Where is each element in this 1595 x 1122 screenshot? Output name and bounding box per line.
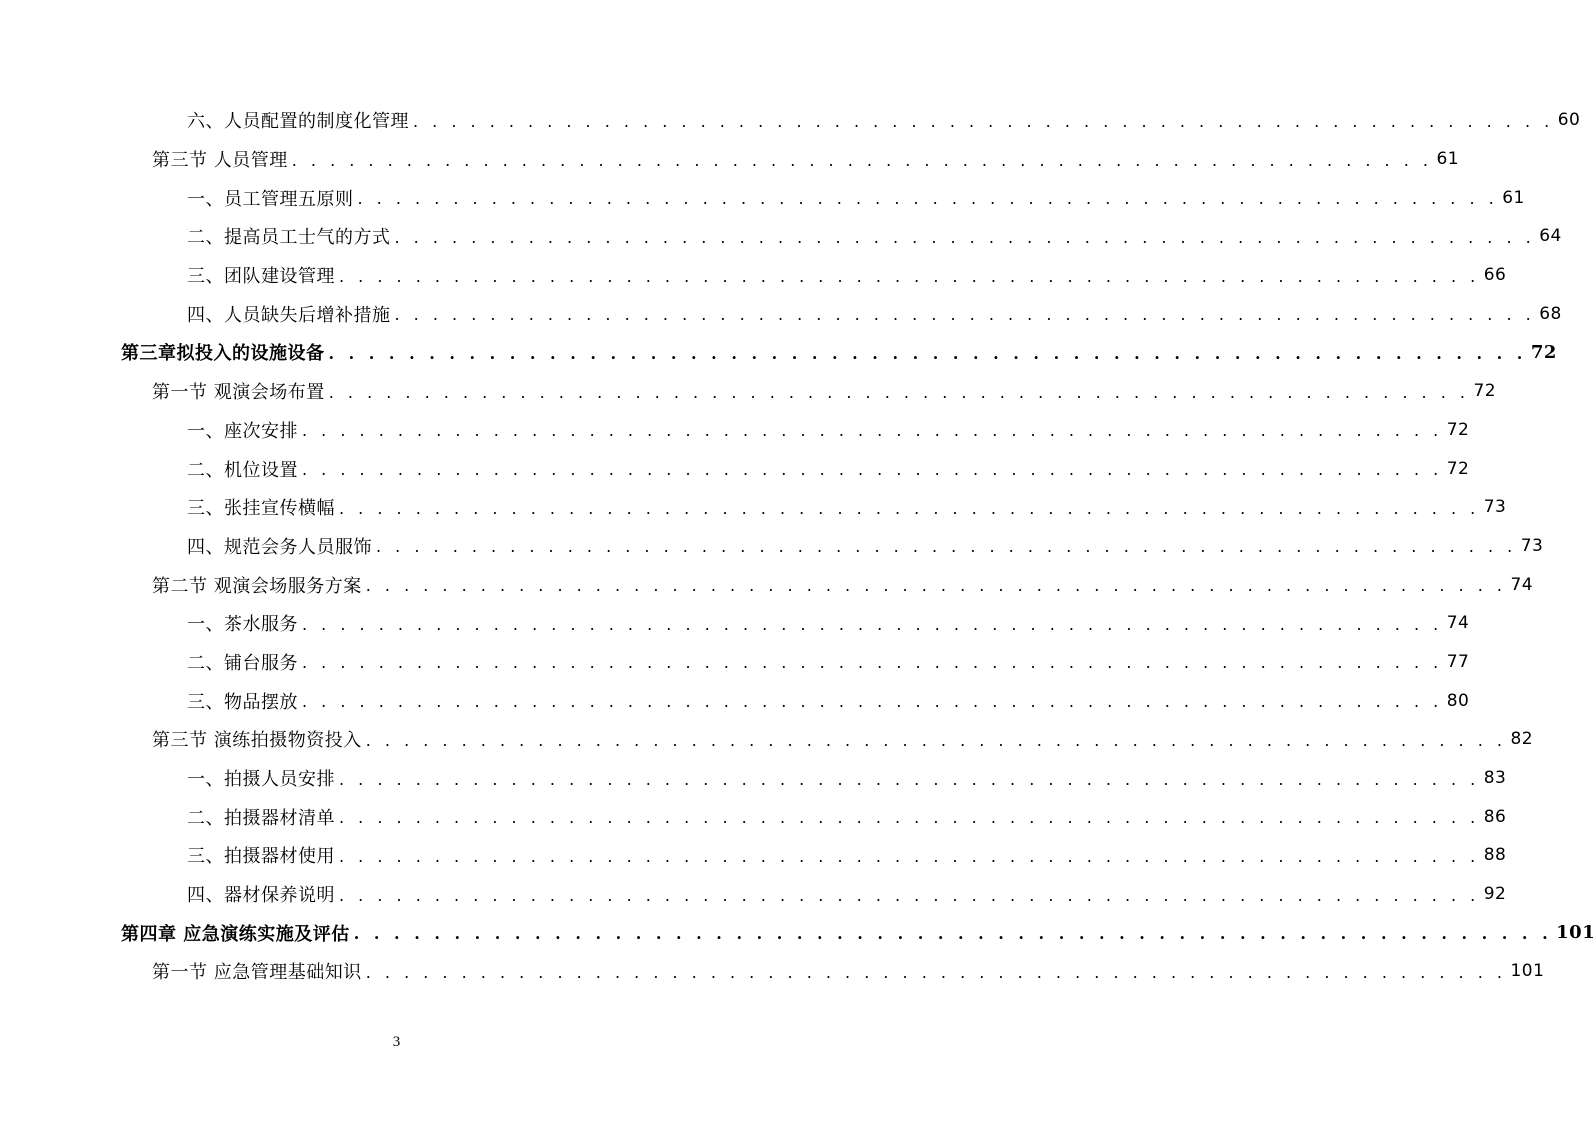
toc-entry-page-number: 72	[1446, 419, 1470, 440]
toc-dot-leader: . . . . . . . . . . . . . . . . . . . . . . . . . . . . . . . . . . . . . . . . . . . . . . . . . . . . . . . . . . . .	[339, 885, 1480, 905]
toc-entry-title: 第一节 观演会场布置	[152, 382, 325, 404]
toc-dot-leader: . . . . . . . . . . . . . . . . . . . . . . . . . . . . . . . . . . . . . . . . . . . . . . . . . . . . . . . . . . . .	[365, 576, 1507, 596]
toc-subsection-entry[interactable]	[187, 256, 1507, 295]
toc-dot-leader: . . . . . . . . . . . . . . . . . . . . . . . . . . . . . . . . . . . . . . . . . . . . . . . . . . . . . . . . . . . .	[376, 537, 1517, 557]
toc-dot-leader: . . . . . . . . . . . . . . . . . . . . . . . . . . . . . . . . . . . . . . . . . . . . . . . . . . . . . . . . . . . .	[365, 962, 1507, 982]
toc-subsection-entry[interactable]	[187, 101, 1581, 140]
table-of-contents	[0, 101, 1595, 991]
toc-entry-title: 第三节 演练拍摄物资投入	[152, 730, 362, 752]
toc-subsection-entry[interactable]	[187, 681, 1470, 720]
toc-entry-page-number: 83	[1483, 768, 1507, 789]
toc-chapter-entry[interactable]	[121, 333, 1557, 372]
toc-entry-title: 四、器材保养说明	[187, 885, 335, 907]
toc-dot-leader: . . . . . . . . . . . . . . . . . . . . . . . . . . . . . . . . . . . . . . . . . . . . . . . . . . . . . . . . . . . .	[365, 730, 1507, 750]
toc-entry-page-number: 77	[1446, 651, 1470, 672]
toc-subsection-entry[interactable]	[187, 217, 1562, 256]
toc-dot-leader: . . . . . . . . . . . . . . . . . . . . . . . . . . . . . . . . . . . . . . . . . . . . . . . . . . . . . . . . . . . .	[302, 614, 1443, 634]
toc-dot-leader: . . . . . . . . . . . . . . . . . . . . . . . . . . . . . . . . . . . . . . . . . . . . . . . . . . . . . . . . . . . .	[353, 924, 1553, 944]
toc-entry-page-number: 64	[1539, 226, 1562, 247]
toc-entry-title: 三、团队建设管理	[187, 266, 335, 288]
toc-entry-page-number: 72	[1473, 381, 1497, 402]
toc-dot-leader: . . . . . . . . . . . . . . . . . . . . . . . . . . . . . . . . . . . . . . . . . . . . . . . . . . . . . . . . . . . .	[339, 498, 1480, 518]
toc-entry-page-number: 101	[1556, 922, 1595, 944]
toc-subsection-entry[interactable]	[187, 449, 1470, 488]
toc-dot-leader: . . . . . . . . . . . . . . . . . . . . . . . . . . . . . . . . . . . . . . . . . . . . . . . . . . . . . . . . . . . .	[394, 305, 1536, 325]
toc-dot-leader: . . . . . . . . . . . . . . . . . . . . . . . . . . . . . . . . . . . . . . . . . . . . . . . . . . . . . . . . . . . .	[302, 653, 1443, 673]
toc-subsection-entry[interactable]	[187, 178, 1525, 217]
toc-dot-leader: . . . . . . . . . . . . . . . . . . . . . . . . . . . . . . . . . . . . . . . . . . . . . . . . . . . . . . . . . . . .	[302, 460, 1443, 480]
toc-dot-leader: . . . . . . . . . . . . . . . . . . . . . . . . . . . . . . . . . . . . . . . . . . . . . . . . . . . . . . . . . . . .	[394, 227, 1536, 247]
toc-entry-title: 第二节 观演会场服务方案	[152, 575, 362, 597]
toc-entry-title: 第四章 应急演练实施及评估	[121, 923, 350, 945]
toc-subsection-entry[interactable]	[187, 527, 1544, 566]
toc-subsection-entry[interactable]	[187, 836, 1507, 875]
toc-entry-page-number: 61	[1502, 187, 1525, 208]
toc-entry-page-number: 73	[1483, 497, 1507, 518]
toc-dot-leader: . . . . . . . . . . . . . . . . . . . . . . . . . . . . . . . . . . . . . . . . . . . . . . . . . . . . . . . . . . . .	[357, 189, 1499, 209]
toc-entry-title: 第三章拟投入的设施设备	[121, 343, 325, 365]
toc-entry-page-number: 74	[1446, 613, 1470, 634]
toc-entry-title: 一、员工管理五原则	[187, 188, 354, 210]
toc-subsection-entry[interactable]	[187, 411, 1470, 450]
toc-chapter-entry[interactable]	[121, 913, 1595, 952]
toc-entry-title: 四、规范会务人员服饰	[187, 536, 372, 558]
toc-dot-leader: . . . . . . . . . . . . . . . . . . . . . . . . . . . . . . . . . . . . . . . . . . . . . . . . . . . . . . . . . . . .	[339, 846, 1480, 866]
toc-entry-page-number: 74	[1510, 574, 1534, 595]
toc-section-entry[interactable]	[152, 720, 1534, 759]
toc-entry-title: 四、人员缺失后增补措施	[187, 304, 391, 326]
toc-entry-page-number: 73	[1520, 535, 1544, 556]
toc-dot-leader: . . . . . . . . . . . . . . . . . . . . . . . . . . . . . . . . . . . . . . . . . . . . . . . . . . . . . . . . . . . .	[413, 111, 1554, 131]
toc-dot-leader: . . . . . . . . . . . . . . . . . . . . . . . . . . . . . . . . . . . . . . . . . . . . . . . . . . . . . . . . . . . .	[328, 382, 1470, 402]
toc-dot-leader: . . . . . . . . . . . . . . . . . . . . . . . . . . . . . . . . . . . . . . . . . . . . . . . . . . . . . . . . . . . .	[339, 769, 1480, 789]
toc-entry-title: 一、座次安排	[187, 420, 298, 442]
toc-subsection-entry[interactable]	[187, 797, 1507, 836]
toc-entry-page-number: 66	[1483, 265, 1507, 286]
toc-entry-title: 二、铺台服务	[187, 652, 298, 674]
toc-entry-page-number: 101	[1510, 961, 1545, 982]
toc-entry-title: 一、拍摄人员安排	[187, 769, 335, 791]
toc-entry-page-number: 61	[1436, 149, 1460, 170]
toc-section-entry[interactable]	[152, 952, 1545, 991]
toc-subsection-entry[interactable]	[187, 759, 1507, 798]
toc-dot-leader: . . . . . . . . . . . . . . . . . . . . . . . . . . . . . . . . . . . . . . . . . . . . . . . . . . . . . . . . . . . .	[328, 343, 1527, 363]
toc-subsection-entry[interactable]	[187, 294, 1562, 333]
toc-section-entry[interactable]	[152, 565, 1534, 604]
toc-entry-title: 三、拍摄器材使用	[187, 846, 335, 868]
toc-entry-page-number: 86	[1483, 806, 1507, 827]
footer-page-number: 3	[392, 1034, 401, 1050]
toc-entry-page-number: 80	[1446, 690, 1470, 711]
toc-entry-page-number: 72	[1446, 458, 1470, 479]
toc-subsection-entry[interactable]	[187, 875, 1507, 914]
toc-dot-leader: . . . . . . . . . . . . . . . . . . . . . . . . . . . . . . . . . . . . . . . . . . . . . . . . . . . . . . . . . . . .	[302, 692, 1443, 712]
toc-entry-page-number: 92	[1483, 884, 1507, 905]
toc-entry-title: 三、张挂宣传横幅	[187, 498, 335, 520]
toc-subsection-entry[interactable]	[187, 643, 1470, 682]
toc-dot-leader: . . . . . . . . . . . . . . . . . . . . . . . . . . . . . . . . . . . . . . . . . . . . . . . . . . . . . . . . . . . .	[339, 808, 1480, 828]
toc-subsection-entry[interactable]	[187, 488, 1507, 527]
toc-dot-leader: . . . . . . . . . . . . . . . . . . . . . . . . . . . . . . . . . . . . . . . . . . . . . . . . . . . . . . . . . . . .	[302, 421, 1443, 441]
toc-entry-title: 一、茶水服务	[187, 614, 298, 636]
toc-entry-title: 二、拍摄器材清单	[187, 807, 335, 829]
toc-entry-title: 三、物品摆放	[187, 691, 298, 713]
toc-subsection-entry[interactable]	[187, 604, 1470, 643]
toc-entry-title: 第三节 人员管理	[152, 150, 288, 172]
toc-entry-title: 第一节 应急管理基础知识	[152, 962, 362, 984]
toc-entry-page-number: 60	[1557, 110, 1581, 131]
toc-dot-leader: . . . . . . . . . . . . . . . . . . . . . . . . . . . . . . . . . . . . . . . . . . . . . . . . . . . . . . . . . . . .	[291, 150, 1433, 170]
toc-entry-title: 六、人员配置的制度化管理	[187, 111, 409, 133]
toc-entry-page-number: 68	[1539, 303, 1562, 324]
toc-entry-title: 二、提高员工士气的方式	[187, 227, 391, 249]
toc-entry-title: 二、机位设置	[187, 459, 298, 481]
toc-entry-page-number: 72	[1530, 341, 1557, 363]
toc-entry-page-number: 88	[1483, 845, 1507, 866]
toc-section-entry[interactable]	[152, 140, 1460, 179]
toc-dot-leader: . . . . . . . . . . . . . . . . . . . . . . . . . . . . . . . . . . . . . . . . . . . . . . . . . . . . . . . . . . . .	[339, 266, 1480, 286]
toc-entry-page-number: 82	[1510, 729, 1534, 750]
toc-section-entry[interactable]	[152, 372, 1497, 411]
